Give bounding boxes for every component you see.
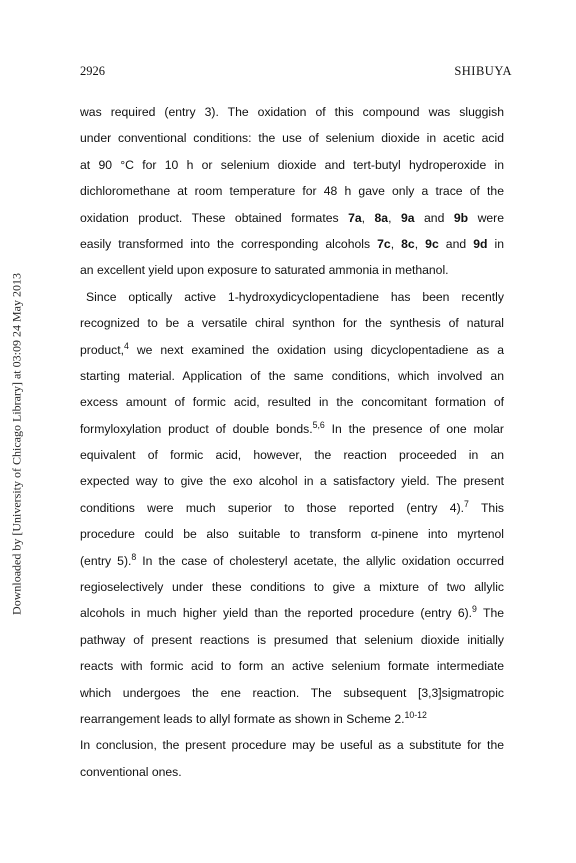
page-header — [80, 64, 512, 84]
text-line: regioselectively under these conditions to give a mixture of two allylic — [80, 580, 504, 595]
page-number: 2926 — [80, 64, 105, 78]
text-line: reacts with formic acid to form an active selenium formate intermediate — [80, 659, 504, 674]
text-line: procedure could be also suitable to transform α-pinene into myrtenol — [80, 527, 504, 542]
text-line: an excellent yield upon exposure to saturated ammonia in methanol. — [80, 263, 449, 278]
body-text — [80, 99, 504, 785]
text-line: product,$^4$ we next examined the oxidation using dicyclopentadiene as a — [80, 340, 504, 357]
text-line: easily transformed into the corresponding alcohols 7c, 8c, 9c and 9d in — [80, 236, 504, 251]
text-line: In conclusion, the present procedure may be useful as a substitute for the — [80, 738, 504, 753]
text-line: was required (entry 3). The oxidation of this compound was sluggish — [80, 105, 504, 119]
download-sidebar — [4, 237, 30, 651]
text-line: at 90 °C for 10 h or selenium dioxide and tert-butyl hydroperoxide in — [80, 157, 504, 172]
text-line: starting material. Application of the same conditions, which involved an — [80, 368, 504, 383]
text-line: alcohols in much higher yield than the reported procedure (entry 6).$^9$ The — [80, 604, 504, 621]
text-line: pathway of present reactions is presumed that selenium dioxide initially — [80, 632, 504, 647]
text-line: oxidation product. These obtained formates 7a, 8a, 9a and 9b were — [80, 210, 504, 225]
text-line: equivalent of formic acid, however, the reaction proceeded in an — [80, 448, 504, 463]
text-line: under conventional conditions: the use of selenium dioxide in acetic acid — [80, 131, 504, 146]
text-line: conditions were much superior to those reported (entry 4).$^7$ This — [80, 499, 504, 515]
text-line: which undergoes the ene reaction. The subsequent [3,3]sigmatropic — [80, 685, 504, 700]
text-line: conventional ones. — [80, 764, 182, 779]
text-line: formyloxylation product of double bonds.$^{5,6}$ In the presence of one molar — [80, 419, 504, 436]
text-line: (entry 5).$^8$ In the case of cholesteryl acetate, the allylic oxidation occurred — [80, 551, 504, 568]
download-notice: Downloaded by [University of Chicago Library] at 03:09 24 May 2013 — [9, 273, 24, 615]
text-line: excess amount of formic acid, resulted in the concomitant formation of — [80, 395, 504, 410]
text-line: dichloromethane at room temperature for 48 h gave only a trace of the — [80, 184, 504, 199]
text-line: Since optically active 1-hydroxydicyclopentadiene has been recently — [86, 289, 504, 304]
text-line: expected way to give the exo alcohol in a satisfactory yield. The present — [80, 474, 504, 489]
text-line: recognized to be a versatile chiral synthon for the synthesis of natural — [80, 316, 504, 331]
text-line: rearrangement leads to allyl formate as shown in Scheme 2.$^{10-12}$ — [80, 710, 427, 726]
running-head: SHIBUYA — [454, 64, 512, 78]
